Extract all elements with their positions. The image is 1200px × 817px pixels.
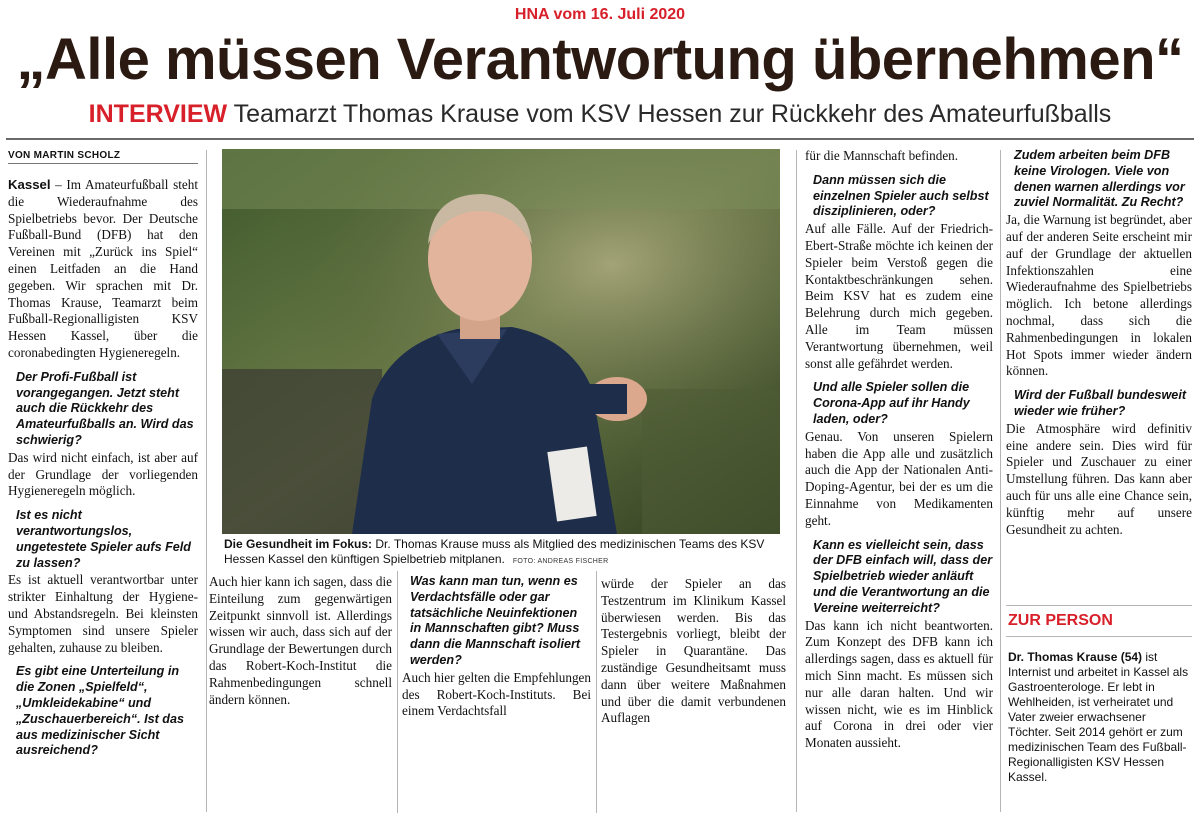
answer-6: Genau. Von unseren Spielern haben die App alle und zusätzlich auch die App der Nationalen Anti-Doping-Agentur, bei der es um die Einnahme von Medikamenten geht.	[805, 428, 993, 528]
column-divider	[596, 571, 597, 813]
column-divider	[206, 150, 207, 812]
answer-4-continued: würde der Spieler an das Testzentrum im Klinikum Kassel überwiesen werden. Bis das Testergebnis vorliegt, bleibt der Spieler in Quarantäne. Das zuständige Gesundheitsamt muss dann über weitere Maßnahmen und über die damit verbundenen Auflagen	[601, 576, 786, 726]
question-5: Dann müssen sich die einzelnen Spieler auch selbst disziplinieren, oder?	[813, 172, 989, 219]
subheadline	[0, 98, 1200, 130]
person-divider	[1006, 605, 1192, 606]
headline: „Alle müssen Verantwortung übernehmen“	[16, 27, 1184, 92]
question-8: Zudem arbeiten beim DFB keine Virologen. Viele von denen warnen allerdings vor zuviel Normalität. Zu Recht?	[1014, 148, 1185, 210]
answer-9: Die Atmosphäre wird definitiv eine andere sein. Dies wird für Spieler und Zuschauer zu einer Umstellung führen. Das kann aber auch für uns alle eine Chance sein, künftig mehr auf unsere Gesundheit zu achten.	[1006, 420, 1192, 537]
answer-7: Das kann ich nicht beantworten. Zum Konzept des DFB kann ich allerdings sagen, dass es aktuell für mich Sinn macht. Es müssen sich nur alle daran halten. Und wir wissen nicht, wie es im Hinblick auf Corona in drei oder vier Monaten aussieht.	[805, 617, 993, 751]
source-line: HNA vom 16. Juli 2020	[514, 6, 686, 23]
intro-text: – Im Amateurfußball steht die Wiederaufnahme des Spielbetriebs bevor. Der Deutsche Fußball-Bund (DFB) hat den Vereinen mit „Zurück ins Spiel“ einen Leitfaden an die Hand gegeben. Wir sprachen mit Dr. Thomas Krause, Teamarzt beim Fußball-Regionalligisten KSV Hessen Kassel, über die coronabedingten Hygieneregeln.	[8, 177, 198, 360]
caption-lead: Die Gesundheit im Fokus:	[224, 537, 373, 551]
answer-3: Auch hier kann ich sagen, dass die Einteilung zum gegenwärtigen Zeitpunkt sinnvoll ist. Allerdings wissen wir auch, dass sich auf der Grundlage der Bewertungen durch das Robert-Koch-Institut die Rahmenbedingungen schnell ändern können.	[209, 574, 392, 707]
question-3: Es gibt eine Unterteilung in die Zonen „Spielfeld“, „Umkleidekabine“ und „Zuschauerbereich“. Ist das aus medizinischer Sicht ausreichend?	[16, 664, 184, 758]
question-9: Wird der Fußball bundesweit wieder wie früher?	[1014, 388, 1187, 418]
column-3	[402, 574, 591, 728]
column-5	[805, 148, 993, 760]
photo-credit: FOTO: ANDREAS FISCHER	[512, 558, 609, 565]
column-divider	[397, 571, 398, 813]
person-box	[1008, 650, 1192, 785]
person-heading: ZUR PERSON	[1008, 612, 1113, 629]
person-name: Dr. Thomas Krause (54)	[1008, 650, 1143, 664]
question-1: Der Profi-Fußball ist vorangegangen. Jetzt steht auch die Rückkehr des Amateurfußballs an. Wird das schwierig?	[16, 369, 194, 447]
person-text: ist Internist und arbeitet in Kassel als Gastroenterologe. Er lebt in Wehlheiden, ist verheiratet und Vater zweier erwachsener Töchter. Seit 2014 gehört er zum medizinischen Team des Fußball-Regionalligisten KSV Hessen Kassel.	[1008, 650, 1189, 784]
column-2	[209, 574, 392, 716]
photo	[222, 149, 780, 534]
question-6: Und alle Spieler sollen die Corona-App auf ihr Handy laden, oder?	[813, 380, 970, 426]
question-2: Ist es nicht verantwortungslos, ungetestete Spieler aufs Feld zu lassen?	[16, 508, 191, 570]
portrait-image	[222, 149, 780, 534]
caption-text: Dr. Thomas Krause muss als Mitglied des medizinischen Teams des KSV Hessen Kassel den künftigen Spielbetrieb mitplanen.	[224, 537, 765, 566]
header-rule	[6, 138, 1194, 140]
subheadline-text: Teamarzt Thomas Krause vom KSV Hessen zur Rückkehr des Amateurfußballs	[233, 100, 1112, 128]
dateline: Kassel	[8, 177, 51, 192]
answer-4-end: für die Mannschaft befinden.	[805, 148, 959, 163]
intro-paragraph	[8, 177, 198, 362]
column-divider	[796, 150, 797, 812]
byline: VON MARTIN SCHOLZ	[8, 150, 198, 164]
answer-1: Das wird nicht einfach, ist aber auf der Grundlage der vorliegenden Hygieneregeln möglich.	[8, 449, 198, 499]
photo-caption	[224, 537, 784, 569]
column-divider	[1000, 150, 1001, 812]
answer-5: Auf alle Fälle. Auf der Friedrich-Ebert-Straße möchte ich keinen der Spieler beim Verstoß gegen die Kontaktbeschränkungen sehen. Beim KSV hat es zudem eine Belehrung durch mich gegeben. Alle im Team müssen Verantwortung übernehmen, weil sonst alle gefährdet werden.	[805, 221, 993, 371]
kicker: INTERVIEW	[88, 100, 228, 128]
person-heading-rule	[1006, 636, 1192, 637]
answer-4: Auch hier gelten die Empfehlungen des Robert-Koch-Instituts. Bei einem Verdachtsfall	[402, 669, 591, 719]
column-1	[8, 177, 198, 760]
question-4: Was kann man tun, wenn es Verdachtsfälle oder gar tatsächliche Neuinfektionen in Mannschaften gibt? Muss dann die Mannschaft isoliert werden?	[410, 574, 581, 667]
column-6	[1006, 148, 1192, 546]
question-7: Kann es vielleicht sein, dass der DFB einfach will, dass der Spielbetrieb wieder anläuft und die Verantwortung an die Vereine weiterreicht?	[813, 537, 993, 615]
answer-8: Ja, die Warnung ist begründet, aber auf der anderen Seite erscheint mir auf der Grundlage der aktuellen Infektionszahlen eine Wiederaufnahme des Spielbetriebs möglich. Ich betone allerdings nochmal, dass sich die Rahmenbedingungen in lokalen Hot Spots immer wieder ändern können.	[1006, 212, 1192, 379]
answer-2: Es ist aktuell verantwortbar unter strikter Einhaltung der Hygiene- und Abstandsregeln. Bei kleinsten Symptomen sind unsere Spieler gehalten, zuhause zu bleiben.	[8, 572, 198, 655]
column-4	[601, 576, 786, 735]
